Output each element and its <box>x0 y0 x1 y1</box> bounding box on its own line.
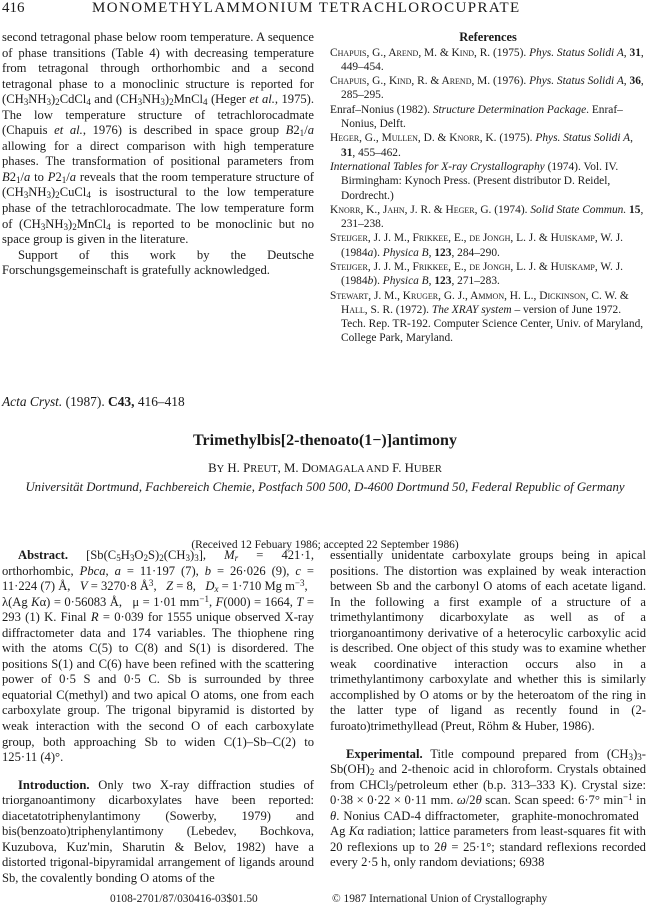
copyright-notice: © 1987 International Union of Crystallography <box>332 893 548 905</box>
abstract: Abstract. $[Sb(C_5H_3O_2S)_2(CH_3)_3]$, $M_r = 421\cdot 1$, orthorhombic, Pbca, a = 11·197 (7), b = 26·026 (9), c = 11·224 (7) Å, V = 3270·8 $Å^3$, Z = 8, $D_x = 1\cdot 710$ Mg $m^{-3}$, λ(Ag Kα) = 0·56083 Å, μ = 1·01 $mm^{-1}$, F(000) = 1664, T = 293 (1) K. Final R = 0·039 for 1555 unique observed X-ray diffractometer data and 174 variables. The thiophene ring with the atoms C(5) to C(8) and S(1) is disordered. The positions S(1) and C(6) have been refined with the scattering power of 0·5 S and 0·5 C. Sb is surrounded by three equatorial C(methyl) and two apical O atoms, one from each carboxylate group. The trigonal bipyramid is distorted by weak interaction with the second O of each carboxylate group, both approaching Sb to widen C(1)–Sb–C(2) to 125·11 (4)°. <box>2 548 314 765</box>
running-head: MONOMETHYLAMMONIUM TETRACHLOROCUPRATE <box>92 0 521 16</box>
article-left-column <box>2 548 314 886</box>
acknowledgment: Support of this work by the Deutsche Forschungsgemeinschaft is gratefully acknowledged. <box>2 247 314 278</box>
introduction-continued: essentially unidentate carboxylate groups being in apical positions. The distortion was explained by weak interaction between Sb and the carbonyl O atoms of each acetate ligand. In the following a first example of a structure of a trimethylantimony dicarboxylate as well as of a triorganoantimony derivative of a heterocylic carboxylic acid is described. One object of this study was to examine whether weak coordinative interaction occurs also in a trimethylantimony carboxylate and whether this is similarly accomplished by O atoms or by the heteroatom of the ring in the latter type of ligand as recently found in (2-furoato)trimethyllead (Preut, Röhm & Huber, 1986). <box>330 548 646 734</box>
references-section <box>330 30 646 346</box>
reference-item: International Tables for X-ray Crystallography (1974). Vol. IV. Birmingham: Kynoch Press. (Present distributor D. Reidel, Dordrecht.) <box>330 160 619 202</box>
reference-item: Heger, G., Mullen, D. & Knorr, K. (1975). Phys. Status Solidi A, 31, 455–462. <box>330 132 633 159</box>
article-title: Trimethylbis[2-thenoato(1−)]antimony <box>193 432 457 449</box>
introduction: Introduction. Only two X-ray diffraction studies of triorganoantimony dicarboxylates have been reported: diacetatotriphenylantimony (Sowerby, 1979) and bis(benzoato)triphenylantimony (Lebedev, Bochkova, Kuzubova, Kuz'min, Sharutin & Belov, 1982) have a distorted trigonal-bipyramidal arrangement of ligands around Sb, the covalently bonding O atoms of the <box>2 777 314 885</box>
reference-item: Enraf–Nonius (1982). Structure Determination Package. Enraf–Nonius, Delft. <box>330 103 623 131</box>
reference-item: Stewart, J. M., Kruger, G. J., Ammon, H. L., Dickinson, C. W. & Hall, S. R. (1972). The XRAY system – version of June 1972. Tech. Rep. TR-192. Computer Science Center, Univ. of Maryland, College Park, Maryland. <box>330 289 644 345</box>
article-authors: BY H. PREUT, M. DOMAGALA AND F. HUBER <box>208 461 442 475</box>
experimental: Experimental. Title compound prepared from $(CH_3)_3-Sb(OH)_2$ and 2-thenoic acid in chloroform. Crystals obtained from CHCl$_3$/petroleum ether (b.p. 313–333 K). Crystal size: 0·38 × 0·22 × 0·11 mm. ω/2θ scan. Scan speed: 6·7° $\min^{-1}$ in θ. Nonius CAD-4 diffractometer, graphite-monochromated Ag Kα radiation; lattice parameters from least-squares fit with 20 reflexions up to 2θ = 25·1°; standard reflexions recorded every 2·5 h, only random deviations; 6938 <box>330 746 646 870</box>
article-affiliation: Universität Dortmund, Fachbereich Chemie, Postfach 500 500, D-4600 Dortmund 50, Federal Republic of Germany <box>25 480 625 494</box>
references-heading: References <box>459 30 517 44</box>
reference-item: Chapuis, G., Arend, M. & Kind, R. (1975). Phys. Status Solidi A, 31, 449–454. <box>330 46 644 73</box>
received-dates: (Received 12 Febuary 1986; accepted 22 September 1986) <box>191 539 459 551</box>
reference-item: Knorr, K., Jahn, J. R. & Heger, G. (1974). Solid State Commun. 15, 231–238. <box>330 203 644 231</box>
reference-item: Steijger, J. J. M., Frikkee, E., de Jongh, L. J. & Huiskamp, W. J. (1984a). Physica B, 123, 284–290. <box>330 232 624 259</box>
journal-citation: Acta Cryst. (1987). C43, 416–418 <box>2 394 185 409</box>
page-header <box>0 0 650 20</box>
previous-article-body <box>2 30 314 279</box>
reference-item: Chapuis, G., Kind, R. & Arend, M. (1976). Phys. Status Solidi A, 36, 285–295. <box>330 75 644 102</box>
article-code: 0108-2701/87/030416-03$01.50 <box>110 893 258 905</box>
article-right-column <box>330 548 646 871</box>
previous-article-paragraph: second tetragonal phase below room temperature. A sequence of phase transitions (Table 4) with decreasing temperature from tetragonal through orthorhombic and a second tetragonal phase to a monoclinic structure is reported for $(CH_3NH_3)_2CdCl_4$ and $(CH_3NH_3)_2MnCl_4$ (Heger et al., 1975). The low temperature structure of tetrachlorocadmate (Chapuis et al., 1976) is described in space group $B2_1/a$ allowing for a direct comparison with high temperature phases. The transformation of positional parameters from $B2_1/a$ to $P2_1/a$ reveals that the room temperature structure of $(CH_3NH_3)_2CuCl_4$ is isostructural to the low temperature phase of the tetrachlorocadmate. The low temperature form of $(CH_3NH_3)_2MnCl_4$ is reported to be monoclinic but no space group is given in the literature. <box>2 30 315 247</box>
page-number: 416 <box>2 0 25 16</box>
reference-item: Steijger, J. J. M., Frikkee, E., de Jongh, L. J. & Huiskamp, W. J. (1984b). Physica B, 123, 271–283. <box>330 261 624 288</box>
